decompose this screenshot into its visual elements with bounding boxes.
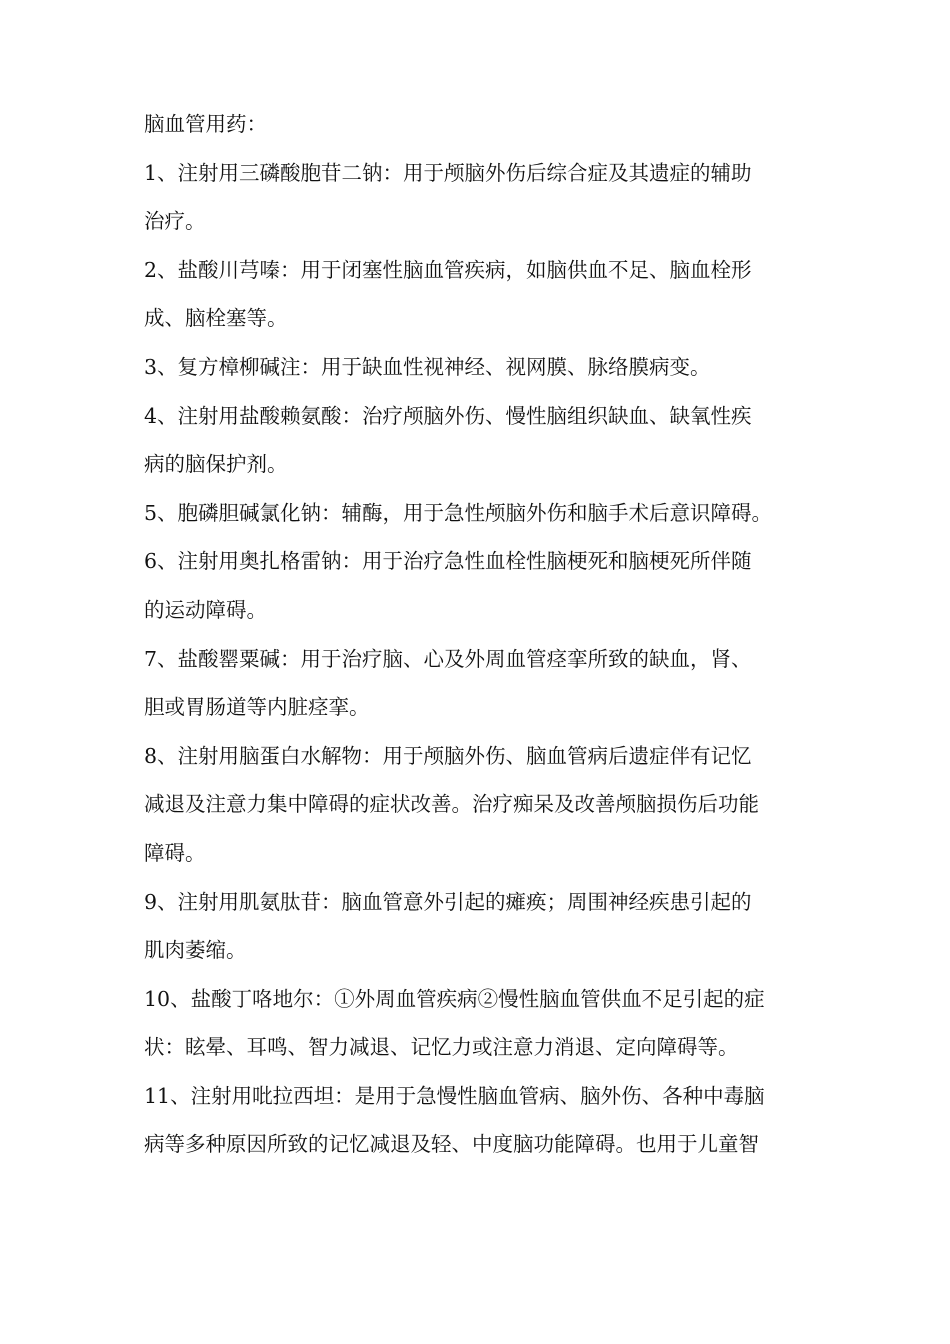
text-line: 1、注射用三磷酸胞苷二钠：用于颅脑外伤后综合症及其遗症的辅助 [144, 160, 752, 185]
text-line: 障碍。 [144, 840, 206, 865]
text-line: 6、注射用奥扎格雷钠：用于治疗急性血栓性脑梗死和脑梗死所伴随 [144, 549, 752, 574]
text-line: 治疗。 [144, 209, 206, 234]
text-line: 7、盐酸罂粟碱：用于治疗脑、心及外周血管痉挛所致的缺血，肾、 [144, 646, 752, 671]
text-line: 8、注射用脑蛋白水解物：用于颅脑外伤、脑血管病后遗症伴有记忆 [144, 743, 752, 768]
text-line: 11、注射用吡拉西坦：是用于急慢性脑血管病、脑外伤、各种中毒脑 [144, 1083, 765, 1108]
text-line: 胆或胃肠道等内脏痉挛。 [144, 695, 370, 720]
text-line: 的运动障碍。 [144, 597, 267, 622]
text-line: 病等多种原因所致的记忆减退及轻、中度脑功能障碍。也用于儿童智 [144, 1132, 759, 1157]
text-line: 3、复方樟柳碱注：用于缺血性视神经、视网膜、脉络膜病变。 [144, 354, 711, 379]
text-line: 4、注射用盐酸赖氨酸：治疗颅脑外伤、慢性脑组织缺血、缺氧性疾 [144, 403, 752, 428]
text-line: 9、注射用肌氨肽苷：脑血管意外引起的瘫痪；周围神经疾患引起的 [144, 889, 752, 914]
text-line: 减退及注意力集中障碍的症状改善。治疗痴呆及改善颅脑损伤后功能 [144, 792, 759, 817]
text-line: 5、胞磷胆碱氯化钠：辅酶，用于急性颅脑外伤和脑手术后意识障碍。 [144, 500, 773, 525]
text-line: 状：眩晕、耳鸣、智力减退、记忆力或注意力消退、定向障碍等。 [144, 1035, 739, 1060]
text-line: 肌肉萎缩。 [144, 938, 247, 963]
text-line: 2、盐酸川芎嗪：用于闭塞性脑血管疾病，如脑供血不足、脑血栓形 [144, 257, 752, 282]
text-line: 病的脑保护剂。 [144, 452, 288, 477]
document-title: 脑血管用药： [144, 112, 267, 136]
text-line: 10、盐酸丁咯地尔：①外周血管疾病②慢性脑血管供血不足引起的症 [144, 986, 765, 1011]
document-body [144, 100, 824, 1169]
text-line: 成、脑栓塞等。 [144, 306, 288, 331]
